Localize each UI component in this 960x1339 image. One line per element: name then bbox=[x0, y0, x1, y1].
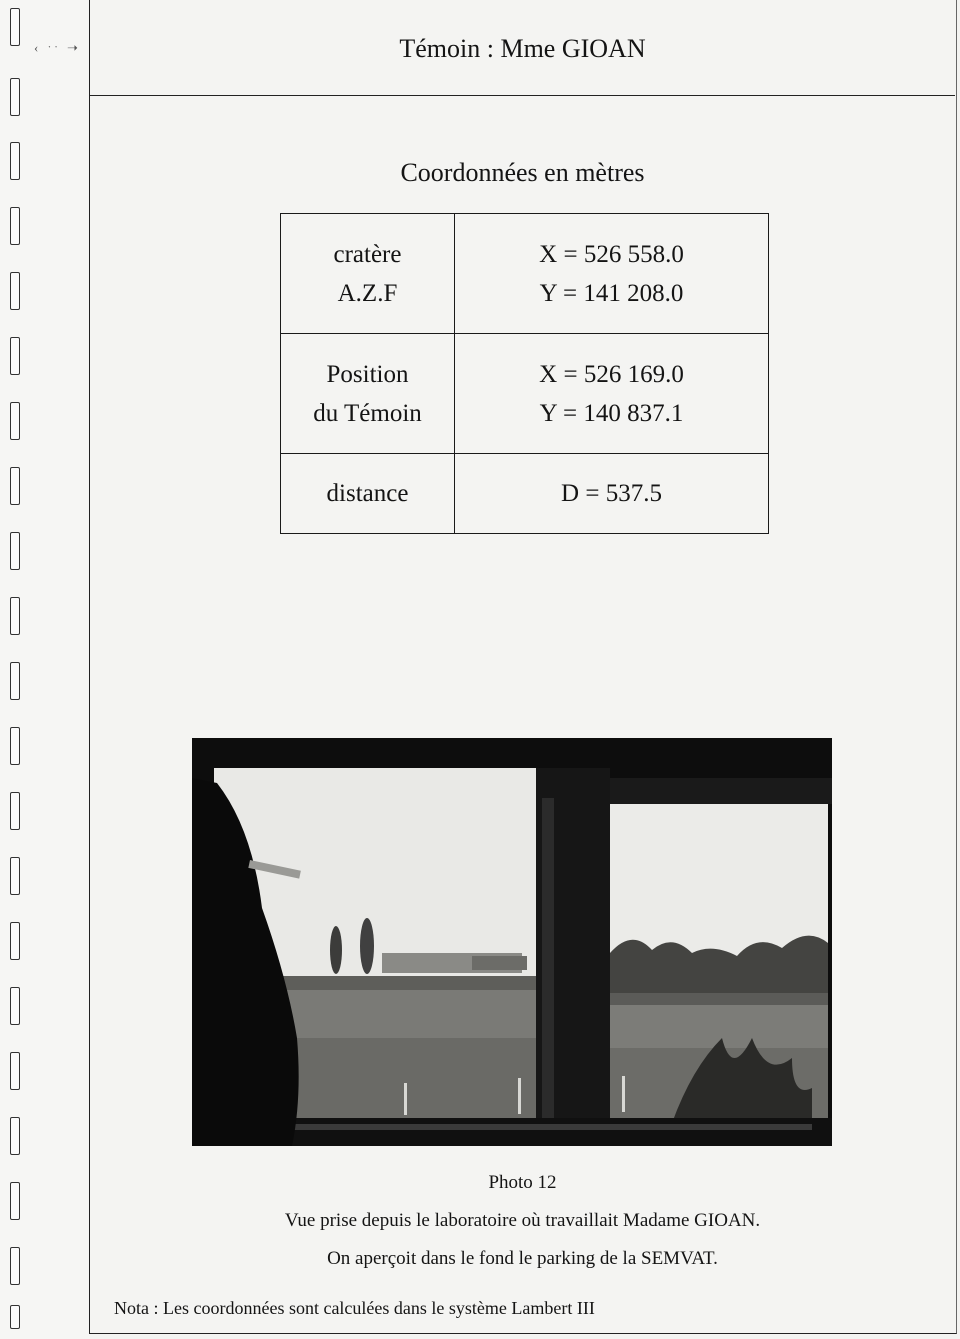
binding-ring bbox=[10, 467, 20, 505]
footnote: Nota : Les coordonnées sont calculées dans le système Lambert III bbox=[114, 1298, 595, 1318]
coordinates-table bbox=[280, 213, 769, 534]
witness-position-label-sub: du Témoin bbox=[313, 399, 422, 427]
binding-ring bbox=[10, 1247, 20, 1285]
margin-marks: ‹ ˑˑ ➝ bbox=[34, 40, 81, 55]
binding-ring bbox=[10, 1117, 20, 1155]
binding-ring bbox=[10, 532, 20, 570]
binding-ring bbox=[10, 1182, 20, 1220]
binding-ring bbox=[10, 272, 20, 310]
table-row bbox=[281, 334, 769, 454]
photo-caption-line-1: Vue prise depuis le laboratoire où travaillait Madame GIOAN. bbox=[284, 1210, 761, 1231]
witness-position-label: Position bbox=[326, 360, 409, 388]
page-title: Témoin : Mme GIOAN bbox=[399, 34, 646, 63]
table-row bbox=[281, 454, 769, 534]
photo-label: Photo 12 bbox=[488, 1172, 557, 1193]
spiral-binding bbox=[0, 0, 90, 1339]
row-label-cell bbox=[281, 214, 455, 334]
header-divider bbox=[90, 95, 955, 96]
photo-window-view bbox=[192, 738, 832, 1146]
crater-label: cratère bbox=[333, 240, 402, 268]
binding-ring bbox=[10, 142, 20, 180]
binding-ring bbox=[10, 727, 20, 765]
table-caption: Coordonnées en mètres bbox=[400, 158, 645, 187]
crater-label-sub: A.Z.F bbox=[337, 279, 398, 307]
binding-ring bbox=[10, 597, 20, 635]
binding-ring bbox=[10, 792, 20, 830]
row-label-cell bbox=[281, 334, 455, 454]
binding-ring bbox=[10, 1052, 20, 1090]
binding-ring bbox=[10, 207, 20, 245]
binding-ring bbox=[10, 78, 20, 116]
row-value-cell bbox=[455, 334, 769, 454]
photo-illustration bbox=[192, 738, 832, 1146]
photo-caption-line-2: On aperçoit dans le fond le parking de la SEMVAT. bbox=[327, 1248, 718, 1269]
binding-ring bbox=[10, 662, 20, 700]
distance-value: D = 537.5 bbox=[455, 454, 769, 534]
distance-label: distance bbox=[281, 454, 455, 534]
table-row bbox=[281, 214, 769, 334]
binding-ring bbox=[10, 857, 20, 895]
binding-ring bbox=[10, 1305, 20, 1329]
row-value-cell bbox=[455, 214, 769, 334]
crater-y-value: Y = 141 208.0 bbox=[539, 279, 684, 307]
witness-x-value: X = 526 169.0 bbox=[539, 360, 684, 388]
binding-ring bbox=[10, 922, 20, 960]
binding-ring bbox=[10, 987, 20, 1025]
binding-ring bbox=[10, 337, 20, 375]
binding-ring bbox=[10, 402, 20, 440]
witness-y-value: Y = 140 837.1 bbox=[539, 399, 684, 427]
crater-x-value: X = 526 558.0 bbox=[539, 240, 684, 268]
binding-ring bbox=[10, 8, 20, 46]
